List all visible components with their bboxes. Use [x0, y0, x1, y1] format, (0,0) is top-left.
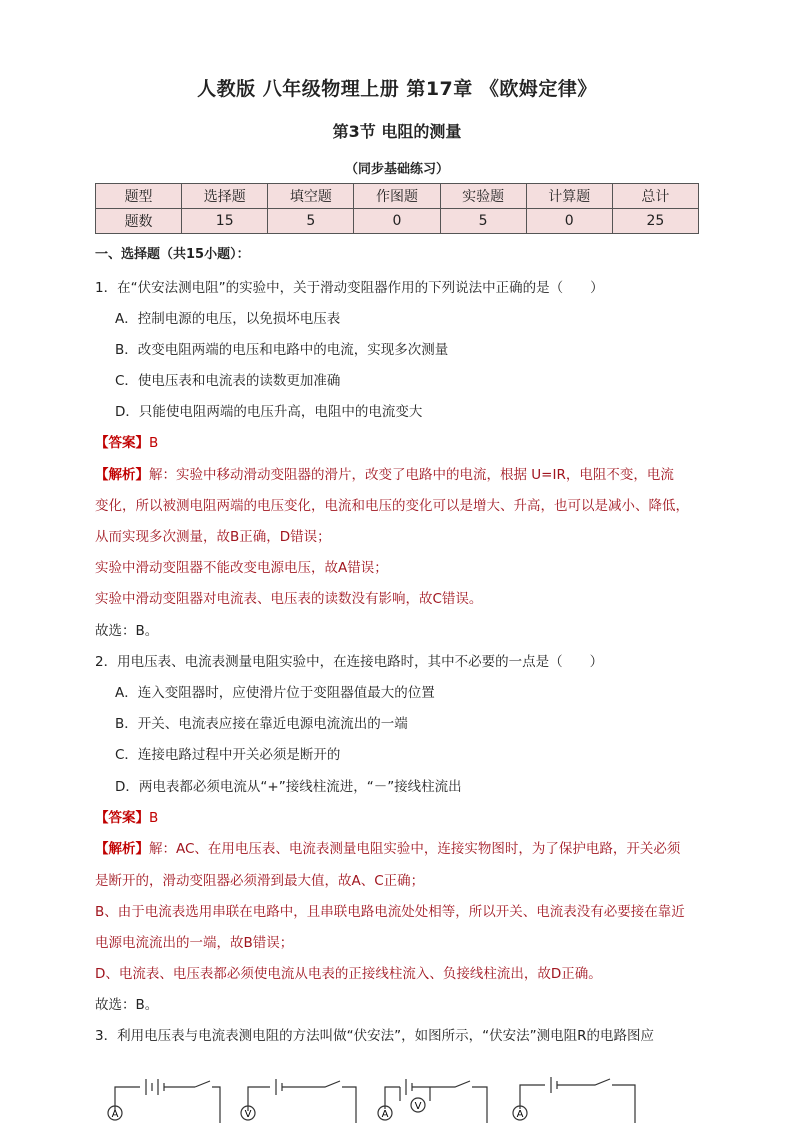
table-cell: 计算题	[526, 184, 612, 209]
table-count-row	[96, 209, 699, 234]
analysis-line: 变化，所以被测电阻两端的电压变化，电流和电压的变化可以是增大、升高，也可以是减小、降低，	[95, 498, 689, 514]
answer-tag: 【答案】	[95, 435, 149, 451]
question-stem: 2．用电压表、电流表测量电阻实验中，在连接电路时，其中不必要的一点是（ ）	[95, 654, 604, 670]
table-header-row	[96, 184, 699, 209]
table-cell: 填空题	[268, 184, 354, 209]
table-cell: 题型	[96, 184, 182, 209]
analysis-line: 是断开的，滑动变阻器必须滑到最大值，故A、C正确；	[95, 873, 425, 889]
answer-line	[95, 431, 158, 451]
conclusion-line: 故选：B。	[95, 997, 159, 1013]
conclusion-line: 故选：B。	[95, 623, 159, 639]
table-cell: 15	[182, 209, 268, 234]
table-cell: 5	[440, 209, 526, 234]
question-stem: 1．在“伏安法测电阻”的实验中，关于滑动变阻器作用的下列说法中正确的是（ ）	[95, 280, 604, 296]
option-a: A．连入变阻器时，应使滑片位于变阻器值最大的位置	[115, 685, 435, 701]
option-b: B．开关、电流表应接在靠近电源电流流出的一端	[115, 716, 408, 732]
option-c: C．连接电路过程中开关必须是断开的	[115, 747, 341, 763]
voltmeter-label: V	[244, 1109, 252, 1120]
analysis-line: 实验中滑动变阻器对电流表、电压表的读数没有影响，故C错误。	[95, 591, 483, 607]
practice-subtitle: （同步基础练习）	[344, 162, 449, 177]
ammeter-label: A	[516, 1109, 524, 1120]
analysis-line: 从而实现多次测量，故B正确，D错误；	[95, 529, 331, 545]
analysis-line	[95, 837, 680, 857]
table-cell: 5	[268, 209, 354, 234]
analysis-line: 实验中滑动变阻器不能改变电源电压，故A错误；	[95, 560, 388, 576]
question-stem: 3．利用电压表与电流表测电阻的方法叫做“伏安法”，如图所示，“伏安法”测电阻R的电路图应	[95, 1028, 654, 1044]
option-b: B．改变电阻两端的电压和电路中的电流，实现多次测量	[115, 342, 449, 358]
option-a: A．控制电源的电压，以免损坏电压表	[115, 311, 341, 327]
analysis-line	[95, 463, 674, 483]
table-cell: 实验题	[440, 184, 526, 209]
circuit-c	[378, 1079, 487, 1123]
section-title: 第3节 电阻的测量	[332, 122, 462, 141]
ammeter-label: A	[381, 1109, 389, 1120]
circuit-a	[108, 1079, 220, 1123]
table-cell: 总计	[612, 184, 698, 209]
page-title: 人教版 八年级物理上册 第17章 《欧姆定律》	[197, 78, 597, 100]
analysis-line: B、由于电流表选用串联在电路中，且串联电路电流处处相等，所以开关、电流表没有必要接在靠近	[95, 904, 685, 920]
option-d: D．两电表都必须电流从“+”接线柱流进，“－”接线柱流出	[115, 779, 462, 795]
question-summary-table	[95, 183, 699, 234]
analysis-tag: 【解析】	[95, 841, 149, 857]
circuit-d	[513, 1077, 635, 1123]
answer-line	[95, 806, 158, 826]
table-cell: 选择题	[182, 184, 268, 209]
voltmeter-label: V	[414, 1101, 422, 1112]
table-cell: 0	[354, 209, 440, 234]
analysis-tag: 【解析】	[95, 467, 149, 483]
option-d: D．只能使电阻两端的电压升高，电阻中的电流变大	[115, 404, 423, 420]
analysis-line: 电源电流流出的一端，故B错误；	[95, 935, 294, 951]
table-cell: 25	[612, 209, 698, 234]
option-c: C．使电压表和电流表的读数更加准确	[115, 373, 341, 389]
table-cell: 作图题	[354, 184, 440, 209]
circuit-b	[241, 1079, 356, 1123]
analysis-line: D、电流表、电压表都必须使电流从电表的正接线柱流入、负接线柱流出，故D正确。	[95, 966, 602, 982]
section-heading: 一、选择题（共15小题）：	[95, 247, 250, 262]
analysis-text: 解：实验中移动滑动变阻器的滑片，改变了电路中的电流，根据 U=IR，电阻不变，电流	[149, 467, 674, 483]
ammeter-label: A	[111, 1109, 119, 1120]
answer-tag: 【答案】	[95, 810, 149, 826]
table-cell: 题数	[96, 209, 182, 234]
table-cell: 0	[526, 209, 612, 234]
circuit-diagrams	[100, 1073, 700, 1123]
answer-value: B	[149, 810, 159, 826]
analysis-text: 解：AC、在用电压表、电流表测量电阻实验中，连接实物图时，为了保护电路，开关必须	[149, 841, 681, 857]
answer-value: B	[149, 435, 159, 451]
